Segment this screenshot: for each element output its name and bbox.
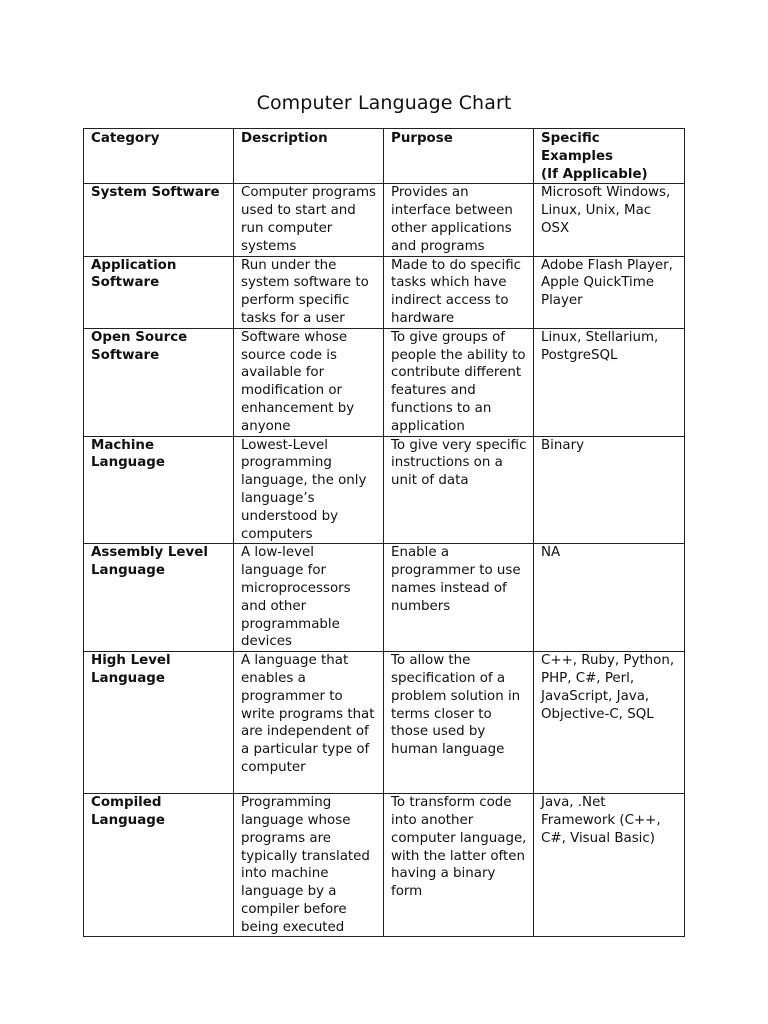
header-description: Description xyxy=(234,129,384,184)
table-row xyxy=(84,256,685,328)
row-category: Machine Language xyxy=(84,436,234,544)
row-description: Run under the system software to perform specific tasks for a user xyxy=(234,256,384,328)
row-examples: Java, .Net Framework (C++, C#, Visual Basic) xyxy=(534,794,685,937)
row-examples: Binary xyxy=(534,436,685,544)
row-examples: Linux, Stellarium, PostgreSQL xyxy=(534,328,685,436)
table-row xyxy=(84,544,685,652)
row-examples: NA xyxy=(534,544,685,652)
row-purpose: Made to do specific tasks which have indirect access to hardware xyxy=(384,256,534,328)
header-examples xyxy=(534,129,685,184)
table-row xyxy=(84,184,685,256)
header-category: Category xyxy=(84,129,234,184)
row-examples: Microsoft Windows, Linux, Unix, Mac OSX xyxy=(534,184,685,256)
row-category: Assembly Level Language xyxy=(84,544,234,652)
row-category: System Software xyxy=(84,184,234,256)
row-purpose: To transform code into another computer language, with the latter often having a binary form xyxy=(384,794,534,937)
row-purpose: Enable a programmer to use names instead of numbers xyxy=(384,544,534,652)
header-examples-line-2: Examples xyxy=(541,148,614,164)
table-header-row xyxy=(84,129,685,184)
row-purpose: To give groups of people the ability to contribute different features and functions to an application xyxy=(384,328,534,436)
row-purpose: Provides an interface between other applications and programs xyxy=(384,184,534,256)
row-category: High Level Language xyxy=(84,652,234,794)
row-examples: C++, Ruby, Python, PHP, C#, Perl, JavaScript, Java, Objective-C, SQL xyxy=(534,652,685,794)
row-category: Compiled Language xyxy=(84,794,234,937)
computer-language-table xyxy=(83,128,685,937)
row-description: A language that enables a programmer to write programs that are independent of a particular type of computer xyxy=(234,652,384,794)
table-row xyxy=(84,328,685,436)
row-description: Programming language whose programs are typically translated into machine language by a compiler before being executed xyxy=(234,794,384,937)
header-purpose: Purpose xyxy=(384,129,534,184)
row-examples: Adobe Flash Player, Apple QuickTime Player xyxy=(534,256,685,328)
page-title: Computer Language Chart xyxy=(256,92,512,114)
row-purpose: To give very specific instructions on a unit of data xyxy=(384,436,534,544)
row-description: Software whose source code is available for modification or enhancement by anyone xyxy=(234,328,384,436)
row-description: Computer programs used to start and run computer systems xyxy=(234,184,384,256)
row-purpose: To allow the specification of a problem solution in terms closer to those used by human language xyxy=(384,652,534,794)
row-category: Application Software xyxy=(84,256,234,328)
row-description: A low-level language for microprocessors and other programmable devices xyxy=(234,544,384,652)
table-row xyxy=(84,652,685,794)
row-description: Lowest-Level programming language, the only language’s understood by computers xyxy=(234,436,384,544)
table-row xyxy=(84,794,685,937)
table-row xyxy=(84,436,685,544)
header-examples-line-3: (If Applicable) xyxy=(541,166,648,182)
header-examples-line-1: Specific xyxy=(541,131,600,146)
row-category: Open Source Software xyxy=(84,328,234,436)
